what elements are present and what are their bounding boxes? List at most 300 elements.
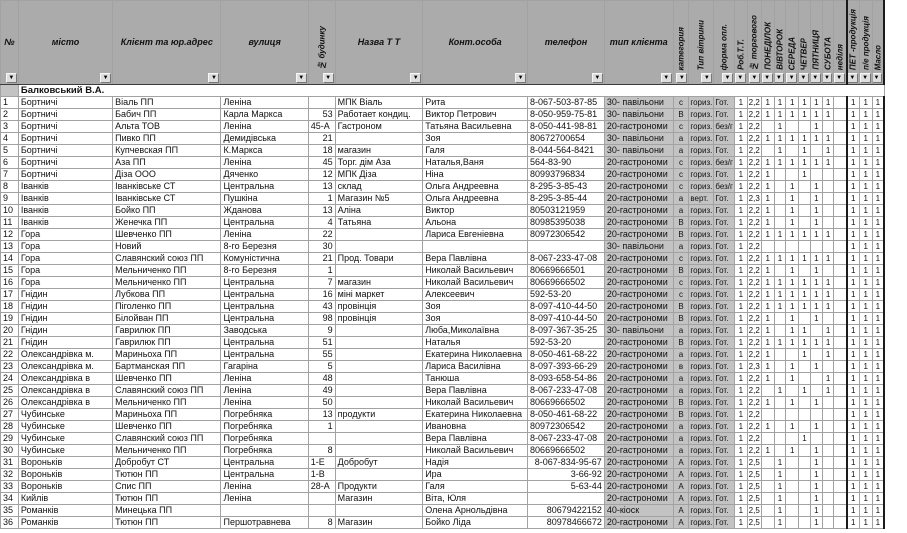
cell-rob-tt[interactable]: 1 [734, 217, 747, 229]
column-header-pe[interactable] [859, 1, 872, 85]
cell-tt-name[interactable] [335, 469, 423, 481]
cell-friday[interactable]: 1 [810, 133, 822, 145]
cell-street[interactable]: Центральна [221, 469, 308, 481]
cell-friday[interactable]: 1 [810, 481, 822, 493]
cell-client-type[interactable]: 20-гастрономи [604, 157, 673, 169]
cell-city[interactable]: Гора [18, 253, 112, 265]
cell-num[interactable]: 30 [1, 445, 19, 457]
cell-tuesday[interactable] [774, 373, 786, 385]
cell-monday[interactable]: 1 [761, 217, 774, 229]
cell-pet[interactable]: 1 [847, 361, 860, 373]
cell-house[interactable]: 8 [308, 445, 335, 457]
cell-category[interactable]: А [673, 469, 689, 481]
cell-category[interactable]: а [673, 421, 689, 433]
cell-thursday[interactable]: 1 [799, 229, 811, 241]
cell-client[interactable]: Пивко ПП [113, 133, 221, 145]
cell-num[interactable]: 29 [1, 433, 19, 445]
cell-pe[interactable]: 1 [859, 181, 872, 193]
cell-vitrine-type[interactable]: верт. [689, 193, 714, 205]
cell-saturday[interactable] [822, 445, 834, 457]
cell-vitrine-type[interactable]: гориз. [690, 374, 713, 383]
cell-agent-no[interactable]: 2,2 [748, 302, 760, 311]
column-header-pet[interactable] [847, 1, 860, 85]
cell-street[interactable]: Леніна [221, 373, 308, 385]
cell-monday[interactable]: 1 [761, 349, 774, 361]
cell-vitrine-type[interactable]: гориз. [690, 278, 713, 287]
cell-rob-tt[interactable]: 1 [734, 205, 747, 217]
cell-friday[interactable]: 1 [810, 301, 822, 313]
cell-city[interactable]: Гора [18, 241, 112, 253]
cell-pet[interactable]: 1 [847, 433, 860, 445]
cell-thursday[interactable]: 1 [799, 133, 811, 145]
column-header-thursday[interactable] [799, 1, 811, 85]
filter-dropdown-icon[interactable]: ▼ [323, 73, 334, 83]
cell-contact[interactable]: Вера Павлівна [423, 433, 528, 445]
cell-sunday[interactable] [834, 253, 847, 265]
cell-client[interactable]: Шевченко ПП [113, 421, 221, 433]
cell-client-type[interactable]: 20-гастрономи [604, 349, 673, 361]
cell-client[interactable]: Іванківське СТ [113, 181, 221, 193]
cell-thursday[interactable] [799, 493, 811, 505]
cell-agent-no[interactable]: 2,2 [748, 398, 760, 407]
cell-rob-tt[interactable]: 1 [734, 301, 747, 313]
cell-pay-form[interactable]: Гот. [714, 517, 735, 529]
group-row-number-cell[interactable] [1, 85, 19, 97]
cell-client[interactable]: Славянский союз ПП [113, 253, 221, 265]
cell-pe[interactable]: 1 [859, 469, 872, 481]
cell-wednesday[interactable] [786, 349, 799, 361]
cell-sunday[interactable] [834, 121, 847, 133]
filter-dropdown-icon[interactable]: ▼ [834, 73, 845, 83]
cell-phone[interactable]: 592-53-20 [528, 289, 605, 301]
filter-dropdown-icon[interactable]: ▼ [410, 73, 421, 83]
cell-thursday[interactable]: 1 [799, 97, 811, 109]
cell-client[interactable]: Спис ПП [113, 481, 221, 493]
cell-pet[interactable]: 1 [847, 253, 860, 265]
cell-pay-form[interactable]: Гот. [714, 433, 735, 445]
cell-num[interactable]: 23 [1, 361, 19, 373]
cell-saturday[interactable] [822, 265, 834, 277]
cell-thursday[interactable]: 1 [799, 385, 811, 397]
cell-category[interactable]: с [673, 289, 689, 301]
cell-city[interactable]: Іванків [18, 217, 112, 229]
cell-tuesday[interactable]: 1 [774, 493, 786, 505]
cell-tt-name[interactable]: Магазин [335, 493, 423, 505]
cell-phone[interactable]: 592-53-20 [528, 337, 605, 349]
cell-client[interactable]: Мельниченко ПП [113, 265, 221, 277]
cell-contact[interactable]: Зоя [423, 133, 528, 145]
cell-pay-form[interactable]: Гот. [714, 133, 735, 145]
cell-vitrine-type[interactable]: гориз. [690, 506, 713, 515]
cell-city[interactable]: Гора [18, 229, 112, 241]
cell-street[interactable]: Центральна [221, 457, 308, 469]
cell-city[interactable]: Гнідин [18, 289, 112, 301]
cell-contact[interactable]: Николай Васильевич [423, 397, 528, 409]
cell-friday[interactable] [810, 349, 822, 361]
cell-monday[interactable] [761, 121, 774, 133]
cell-pe[interactable]: 1 [859, 121, 872, 133]
cell-agent-no[interactable]: 2,2 [748, 266, 760, 275]
cell-pay-form[interactable]: Гот. [714, 361, 735, 373]
cell-num[interactable]: 7 [1, 169, 19, 181]
cell-wednesday[interactable]: 1 [786, 217, 799, 229]
cell-rob-tt[interactable]: 1 [734, 97, 747, 109]
cell-client[interactable]: Піголенко ПП [113, 301, 221, 313]
cell-monday[interactable] [761, 241, 774, 253]
cell-client-type[interactable]: 20-гастрономи [604, 181, 673, 193]
cell-phone[interactable]: 564-83-90 [528, 157, 605, 169]
column-header-house[interactable] [308, 1, 335, 85]
cell-pay-form[interactable]: Гот. [714, 193, 735, 205]
cell-phone[interactable]: 5-63-44 [528, 481, 605, 493]
cell-pay-form[interactable]: Гот. [714, 205, 735, 217]
cell-pay-form[interactable]: Гот. [714, 385, 735, 397]
cell-sunday[interactable] [834, 457, 847, 469]
cell-num[interactable]: 27 [1, 409, 19, 421]
cell-pet[interactable]: 1 [847, 157, 860, 169]
cell-street[interactable]: Пушкіна [221, 193, 308, 205]
cell-maslo[interactable]: 1 [872, 109, 884, 121]
cell-maslo[interactable]: 1 [872, 145, 884, 157]
cell-sunday[interactable] [834, 433, 847, 445]
cell-tuesday[interactable]: 1 [774, 97, 786, 109]
cell-tuesday[interactable]: 1 [774, 469, 786, 481]
cell-num[interactable]: 4 [1, 133, 19, 145]
cell-tuesday[interactable]: 1 [774, 157, 786, 169]
cell-wednesday[interactable]: 1 [786, 205, 799, 217]
cell-street[interactable]: Центральна [221, 301, 308, 313]
cell-contact[interactable]: Люба,Миколаївна [423, 325, 528, 337]
cell-pe[interactable]: 1 [859, 169, 872, 181]
cell-pe[interactable]: 1 [859, 205, 872, 217]
cell-client-type[interactable]: 20-гастрономи [604, 373, 673, 385]
cell-friday[interactable]: 1 [810, 205, 822, 217]
cell-tt-name[interactable] [335, 241, 423, 253]
cell-wednesday[interactable] [786, 481, 799, 493]
cell-monday[interactable]: 1 [761, 445, 774, 457]
cell-agent-no[interactable]: 2,3 [748, 194, 760, 203]
cell-tuesday[interactable]: 1 [774, 145, 786, 157]
cell-pay-form[interactable]: Гот. [714, 109, 735, 121]
cell-friday[interactable]: 1 [810, 313, 822, 325]
cell-pay-form[interactable]: Гот. [714, 253, 735, 265]
cell-maslo[interactable]: 1 [872, 181, 884, 193]
cell-contact[interactable]: Бойко Ліда [423, 517, 528, 529]
cell-pet[interactable]: 1 [847, 193, 860, 205]
cell-vitrine-type[interactable]: гориз. [690, 518, 713, 527]
cell-num[interactable]: 19 [1, 313, 19, 325]
cell-tuesday[interactable]: 1 [774, 289, 786, 301]
cell-category[interactable]: В [673, 409, 689, 421]
column-header-saturday[interactable] [822, 1, 834, 85]
cell-client[interactable]: Добробут СТ [113, 457, 221, 469]
cell-tt-name[interactable] [335, 505, 423, 517]
cell-saturday[interactable] [822, 409, 834, 421]
cell-pet[interactable]: 1 [847, 133, 860, 145]
cell-tt-name[interactable]: Добробут [335, 457, 423, 469]
cell-contact[interactable]: Виктор Петрович [423, 109, 528, 121]
cell-thursday[interactable] [799, 421, 811, 433]
cell-client[interactable]: Мариньоха ПП [113, 349, 221, 361]
cell-street[interactable]: Центральна [221, 181, 308, 193]
cell-tt-name[interactable] [335, 373, 423, 385]
cell-phone[interactable]: 80985395038 [528, 217, 605, 229]
cell-phone[interactable]: 8-097-410-44-50 [528, 301, 605, 313]
cell-category[interactable]: В [673, 109, 689, 121]
cell-tuesday[interactable] [774, 217, 786, 229]
cell-tt-name[interactable]: міні маркет [335, 289, 423, 301]
cell-saturday[interactable]: 1 [822, 337, 834, 349]
cell-thursday[interactable] [799, 517, 811, 529]
cell-sunday[interactable] [834, 277, 847, 289]
cell-friday[interactable]: 1 [810, 277, 822, 289]
cell-city[interactable]: Чубинське [18, 433, 112, 445]
cell-contact[interactable]: Альона [423, 217, 528, 229]
cell-wednesday[interactable]: 1 [786, 445, 799, 457]
cell-contact[interactable]: Николай Васильевич [423, 277, 528, 289]
cell-rob-tt[interactable]: 1 [734, 133, 747, 145]
cell-street[interactable]: Погребняка [221, 445, 308, 457]
cell-thursday[interactable]: 1 [799, 337, 811, 349]
cell-monday[interactable] [761, 409, 774, 421]
cell-pay-form[interactable]: Гот. [714, 265, 735, 277]
cell-client[interactable]: Віаль ПП [113, 97, 221, 109]
cell-pe[interactable]: 1 [859, 397, 872, 409]
cell-city[interactable]: Бортничі [18, 121, 112, 133]
cell-sunday[interactable] [834, 481, 847, 493]
filter-dropdown-icon[interactable]: ▼ [208, 73, 219, 83]
cell-wednesday[interactable]: 1 [786, 337, 799, 349]
cell-phone[interactable] [528, 241, 605, 253]
cell-contact[interactable]: Екатерина Николаевна [423, 349, 528, 361]
cell-contact[interactable]: Николай Васильевич [423, 445, 528, 457]
cell-tt-name[interactable] [335, 421, 423, 433]
cell-thursday[interactable] [799, 409, 811, 421]
cell-sunday[interactable] [834, 229, 847, 241]
cell-client-type[interactable]: 20-гастрономи [604, 469, 673, 481]
cell-pet[interactable]: 1 [847, 481, 860, 493]
cell-friday[interactable]: 1 [810, 157, 822, 169]
cell-tuesday[interactable]: 1 [774, 505, 786, 517]
cell-sunday[interactable] [834, 505, 847, 517]
cell-agent-no[interactable]: 2,2 [748, 98, 760, 107]
cell-category[interactable]: В [673, 229, 689, 241]
cell-tt-name[interactable]: провінція [335, 313, 423, 325]
cell-friday[interactable]: 1 [810, 97, 822, 109]
cell-tt-name[interactable]: Аліна [335, 205, 423, 217]
cell-vitrine-type[interactable]: гориз. [690, 254, 713, 263]
cell-friday[interactable]: 1 [810, 217, 822, 229]
cell-pet[interactable]: 1 [847, 421, 860, 433]
cell-pay-form[interactable]: Гот. [714, 337, 735, 349]
cell-pe[interactable]: 1 [859, 445, 872, 457]
cell-wednesday[interactable] [786, 145, 799, 157]
filter-dropdown-icon[interactable]: ▼ [515, 73, 526, 83]
cell-client[interactable]: Шевченко ПП [113, 373, 221, 385]
cell-tuesday[interactable]: 1 [774, 301, 786, 313]
cell-phone[interactable]: 8-067-834-95-67 [528, 457, 605, 469]
cell-saturday[interactable] [822, 433, 834, 445]
cell-monday[interactable]: 1 [761, 133, 774, 145]
cell-saturday[interactable]: 1 [822, 289, 834, 301]
cell-tt-name[interactable] [335, 397, 423, 409]
cell-client[interactable]: Бабич ПП [113, 109, 221, 121]
cell-maslo[interactable]: 1 [872, 253, 884, 265]
cell-thursday[interactable]: 1 [799, 433, 811, 445]
cell-maslo[interactable]: 1 [872, 517, 884, 529]
cell-rob-tt[interactable]: 1 [734, 493, 747, 505]
cell-agent-no[interactable]: 2,2 [748, 422, 760, 431]
cell-num[interactable]: 26 [1, 397, 19, 409]
cell-saturday[interactable] [822, 193, 834, 205]
cell-monday[interactable]: 1 [761, 229, 774, 241]
cell-phone[interactable]: 8-097-367-35-25 [528, 325, 605, 337]
cell-monday[interactable]: 1 [761, 313, 774, 325]
cell-street[interactable]: Комуністична [221, 253, 308, 265]
cell-monday[interactable] [761, 433, 774, 445]
cell-phone[interactable]: 8-050-461-68-22 [528, 349, 605, 361]
cell-rob-tt[interactable]: 1 [734, 229, 747, 241]
cell-wednesday[interactable] [786, 493, 799, 505]
cell-client-type[interactable]: 20-гастрономи [604, 193, 673, 205]
cell-thursday[interactable] [799, 181, 811, 193]
cell-client[interactable]: Купчевская ПП [113, 145, 221, 157]
cell-vitrine-type[interactable]: гориз. [690, 314, 713, 323]
cell-saturday[interactable]: 1 [822, 97, 834, 109]
cell-vitrine-type[interactable]: гориз. [690, 350, 713, 359]
cell-pay-form[interactable]: без/г [715, 158, 733, 167]
cell-street[interactable]: Леніна [221, 397, 308, 409]
cell-wednesday[interactable] [786, 121, 799, 133]
cell-street[interactable]: Центральна [221, 289, 308, 301]
cell-phone[interactable]: 8-295-3-85-44 [528, 193, 605, 205]
cell-pe[interactable]: 1 [859, 493, 872, 505]
cell-sunday[interactable] [834, 517, 847, 529]
cell-category[interactable]: а [673, 241, 689, 253]
cell-contact[interactable]: Наталья,Ваня [423, 157, 528, 169]
cell-thursday[interactable]: 1 [799, 289, 811, 301]
cell-num[interactable]: 9 [1, 193, 19, 205]
cell-client[interactable]: Діза ООО [113, 169, 221, 181]
cell-vitrine-type[interactable]: гориз. [690, 338, 713, 347]
cell-num[interactable]: 32 [1, 469, 19, 481]
cell-rob-tt[interactable]: 1 [734, 385, 747, 397]
cell-monday[interactable]: 1 [761, 325, 774, 337]
cell-num[interactable]: 1 [1, 97, 19, 109]
cell-rob-tt[interactable]: 1 [734, 373, 747, 385]
cell-tuesday[interactable]: 1 [774, 457, 786, 469]
cell-house[interactable] [308, 97, 335, 109]
cell-city[interactable]: Гнідин [18, 301, 112, 313]
cell-wednesday[interactable]: 1 [786, 421, 799, 433]
cell-monday[interactable] [761, 145, 774, 157]
cell-agent-no[interactable]: 2,3 [748, 362, 760, 371]
cell-vitrine-type[interactable]: гориз. [690, 242, 713, 251]
cell-client-type[interactable]: 20-гастрономи [604, 277, 673, 289]
cell-house[interactable]: 16 [308, 289, 335, 301]
cell-tuesday[interactable] [774, 169, 786, 181]
cell-city[interactable]: Гора [18, 265, 112, 277]
cell-friday[interactable]: 1 [810, 505, 822, 517]
cell-tt-name[interactable]: МПК Віаль [335, 97, 423, 109]
cell-pe[interactable]: 1 [859, 241, 872, 253]
cell-sunday[interactable] [834, 337, 847, 349]
filter-dropdown-icon[interactable]: ▼ [860, 73, 871, 83]
cell-street[interactable]: Леніна [221, 121, 308, 133]
cell-contact[interactable]: Віта, Юля [423, 493, 528, 505]
cell-pe[interactable]: 1 [859, 433, 872, 445]
cell-pe[interactable]: 1 [859, 349, 872, 361]
cell-pet[interactable]: 1 [847, 385, 860, 397]
cell-tt-name[interactable]: Гастроном [335, 121, 423, 133]
cell-agent-no[interactable]: 2,2 [748, 254, 760, 263]
cell-agent-no[interactable]: 2,2 [748, 350, 760, 359]
cell-tt-name[interactable] [335, 349, 423, 361]
cell-monday[interactable]: 1 [761, 181, 774, 193]
cell-client[interactable]: Женечка ПП [113, 217, 221, 229]
cell-street[interactable]: Демидівська [221, 133, 308, 145]
cell-agent-no[interactable]: 2,5 [748, 458, 760, 467]
cell-saturday[interactable]: 1 [822, 253, 834, 265]
cell-house[interactable]: 5 [308, 361, 335, 373]
cell-client[interactable]: Мельниченко ПП [113, 445, 221, 457]
cell-wednesday[interactable]: 1 [786, 373, 799, 385]
cell-wednesday[interactable]: 1 [786, 133, 799, 145]
filter-dropdown-icon[interactable]: ▼ [661, 73, 672, 83]
cell-vitrine-type[interactable]: гориз. [690, 110, 713, 119]
cell-street[interactable]: К.Маркса [221, 145, 308, 157]
cell-vitrine-type[interactable]: гориз. [690, 170, 713, 179]
filter-dropdown-icon[interactable]: ▼ [822, 73, 832, 83]
cell-tuesday[interactable] [774, 397, 786, 409]
cell-street[interactable]: Леніна [221, 97, 308, 109]
cell-category[interactable]: а [673, 325, 689, 337]
cell-pe[interactable]: 1 [859, 157, 872, 169]
cell-num[interactable]: 6 [1, 157, 19, 169]
cell-maslo[interactable]: 1 [872, 337, 884, 349]
cell-saturday[interactable]: 1 [822, 385, 834, 397]
cell-wednesday[interactable]: 1 [786, 301, 799, 313]
cell-category[interactable]: с [673, 121, 689, 133]
cell-category[interactable]: а [673, 145, 689, 157]
cell-category[interactable]: В [673, 313, 689, 325]
cell-monday[interactable]: 1 [761, 265, 774, 277]
cell-pay-form[interactable]: Гот. [714, 313, 735, 325]
cell-phone[interactable] [528, 493, 605, 505]
cell-city[interactable]: Олександрівка в [18, 385, 112, 397]
cell-agent-no[interactable]: 2,2 [748, 206, 760, 215]
cell-house[interactable]: 1 [308, 421, 335, 433]
filter-dropdown-icon[interactable]: ▼ [296, 73, 307, 83]
cell-friday[interactable]: 1 [810, 289, 822, 301]
cell-rob-tt[interactable]: 1 [734, 241, 747, 253]
cell-tt-name[interactable]: Татьяна [335, 217, 423, 229]
cell-street[interactable]: Центральна [221, 313, 308, 325]
cell-agent-no[interactable]: 2,2 [748, 134, 760, 143]
cell-tt-name[interactable]: Магазин №5 [335, 193, 423, 205]
cell-num[interactable]: 5 [1, 145, 19, 157]
cell-city[interactable]: Кийлів [18, 493, 112, 505]
cell-monday[interactable]: 1 [761, 97, 774, 109]
cell-saturday[interactable]: 1 [822, 301, 834, 313]
cell-friday[interactable] [810, 169, 822, 181]
cell-house[interactable]: 51 [308, 337, 335, 349]
cell-contact[interactable]: Ивановна [423, 421, 528, 433]
cell-pay-form[interactable]: Гот. [714, 493, 735, 505]
cell-friday[interactable]: 1 [810, 337, 822, 349]
cell-monday[interactable] [761, 469, 774, 481]
cell-sunday[interactable] [834, 217, 847, 229]
